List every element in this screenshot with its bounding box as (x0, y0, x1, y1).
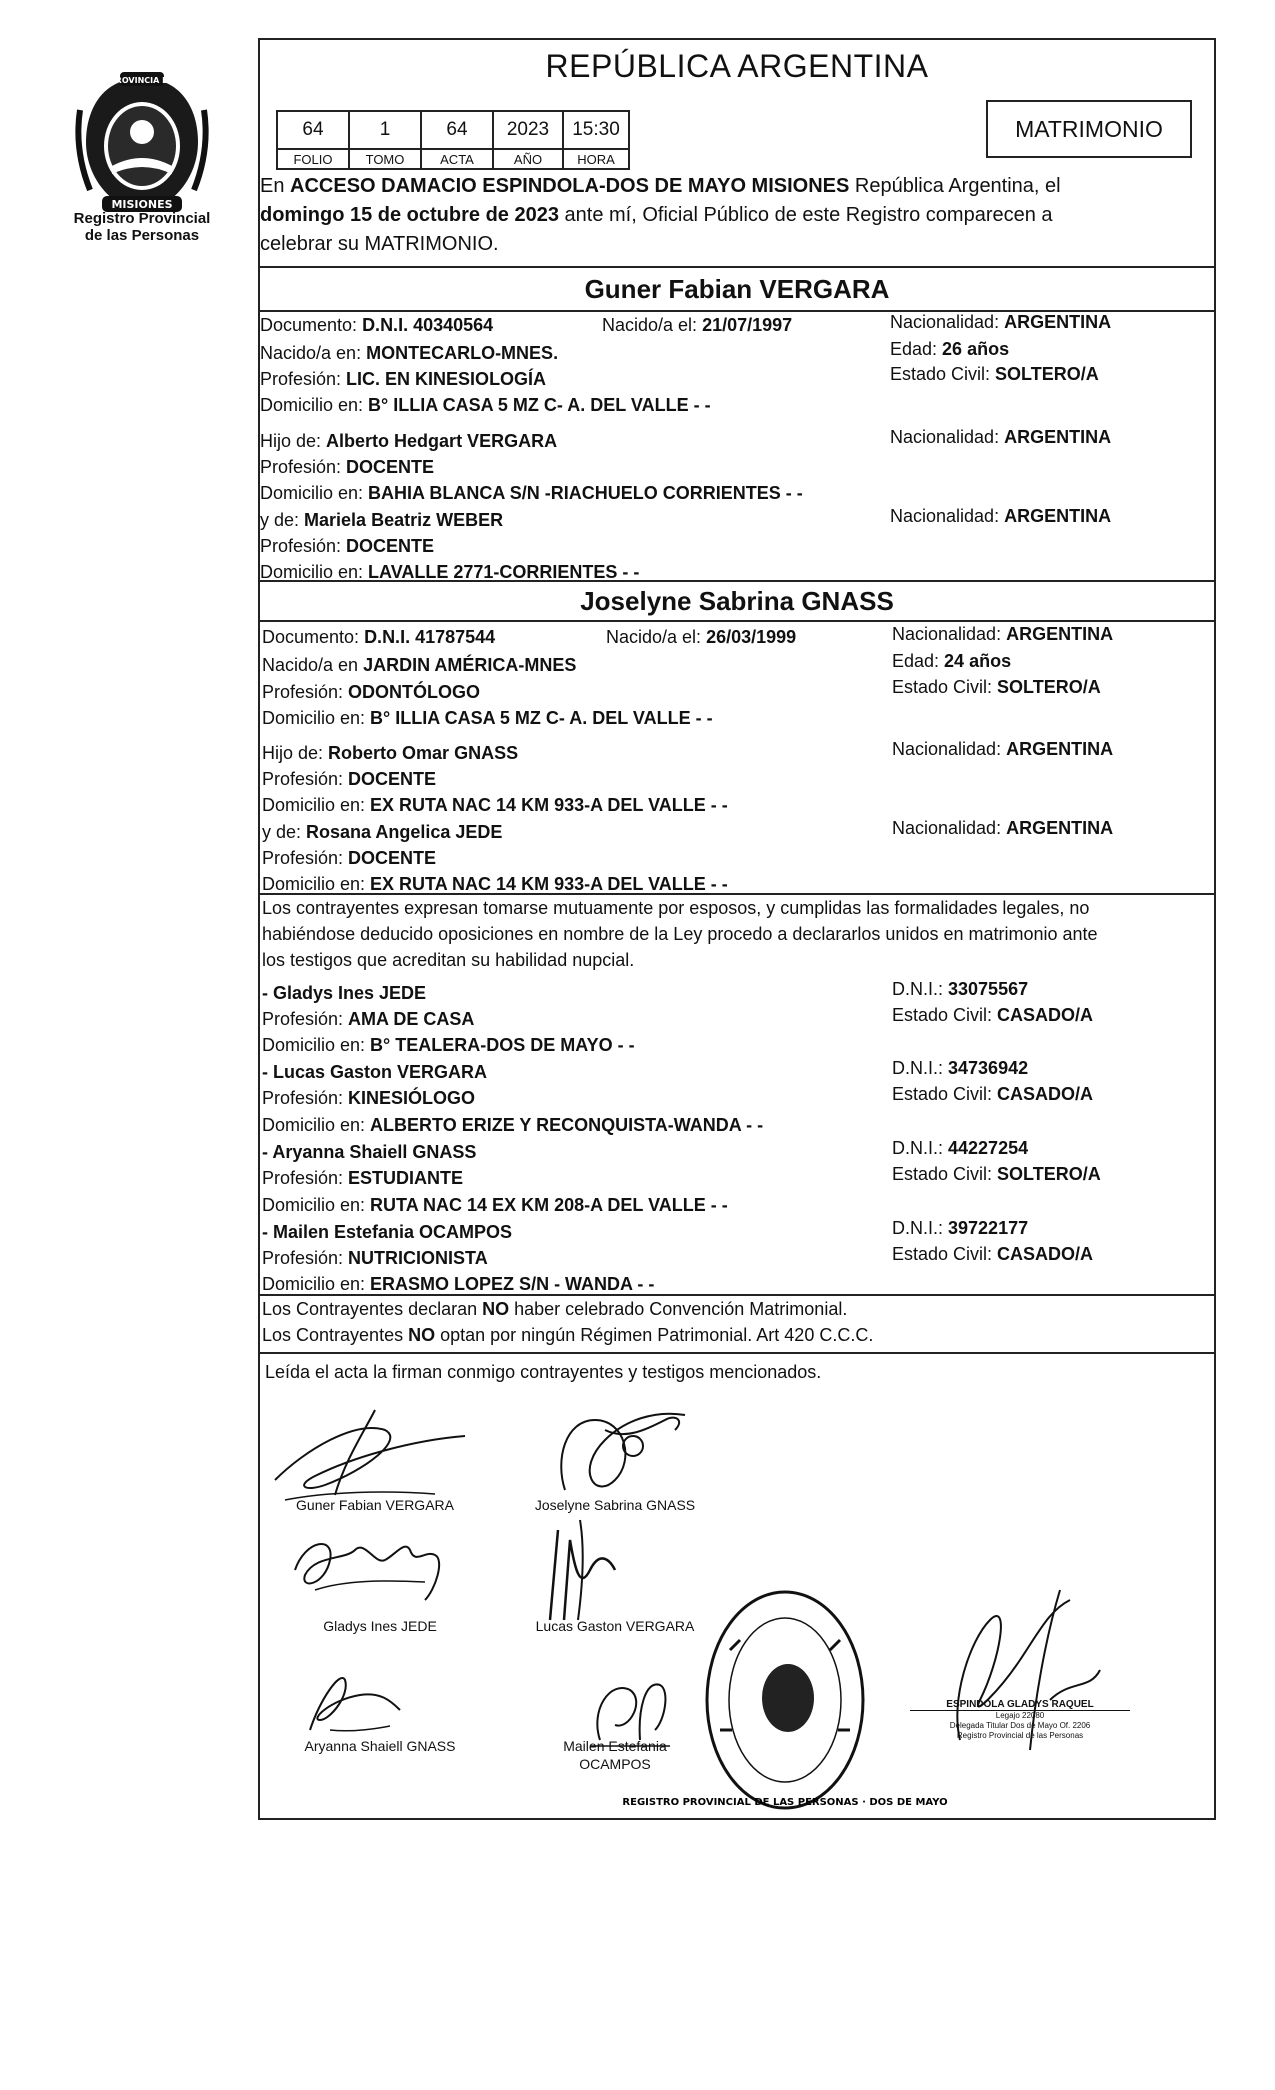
spouse2-birthplace: Nacido/a en JARDIN AMÉRICA-MNES (262, 655, 577, 675)
official-role: Delegada Titular Dos de Mayo Of. 2206 (949, 1721, 1091, 1730)
official-org: Registro Provincial de las Personas (956, 1731, 1084, 1740)
spouse1-nationality: Nacionalidad: ARGENTINA (890, 312, 1112, 332)
witness3-name: - Aryanna Shaiell GNASS (262, 1142, 477, 1162)
signature-joselyne-icon (525, 1400, 725, 1510)
spouse2-profession: Profesión: ODONTÓLOGO (262, 682, 481, 702)
witness1-profession: Profesión: AMA DE CASA (262, 1009, 475, 1029)
acta-label: ACTA (421, 149, 493, 169)
witness3-address: Domicilio en: RUTA NAC 14 EX KM 208-A DEL VALLE - - (262, 1195, 728, 1215)
spouse1-document: Documento: D.N.I. 40340564 (260, 315, 494, 335)
spouse2-civil-status: Estado Civil: SOLTERO/A (892, 677, 1101, 697)
spouse2-document: Documento: D.N.I. 41787544 (262, 627, 496, 647)
witness2-name: - Lucas Gaston VERGARA (262, 1062, 488, 1082)
spouse1-address: Domicilio en: B° ILLIA CASA 5 MZ C- A. DEL VALLE - - (260, 395, 711, 415)
declaration-line2: habiéndose deducido oposiciones en nombre de la Ley procedo a declararlos unidos en matrimonio ante (262, 924, 1098, 944)
tomo-label: TOMO (349, 149, 421, 169)
signature-label-guner: Guner Fabian VERGARA (296, 1497, 454, 1513)
signature-guner-icon (265, 1400, 505, 1510)
witness1-civil-status: Estado Civil: CASADO/A (892, 1005, 1094, 1025)
convention-statement: Los Contrayentes declaran NO haber celebrado Convención Matrimonial. (262, 1299, 848, 1319)
spouse2-father-address: Domicilio en: EX RUTA NAC 14 KM 933-A DEL VALLE - - (262, 795, 728, 815)
signature-label-aryanna: Aryanna Shaiell GNASS (304, 1738, 456, 1754)
tomo-value: 1 (349, 111, 421, 149)
folio-value: 64 (277, 111, 349, 149)
anio-value: 2023 (493, 111, 563, 149)
page-title: REPÚBLICA ARGENTINA (545, 48, 929, 84)
witness2-civil-status: Estado Civil: CASADO/A (892, 1084, 1094, 1104)
divider (258, 266, 1216, 268)
signature-label-mailen: Mailen Estefania OCAMPOS (563, 1738, 667, 1772)
witness4-name: - Mailen Estefania OCAMPOS (262, 1222, 513, 1242)
witness1-name: - Gladys Ines JEDE (262, 983, 427, 1003)
act-data-table (276, 110, 630, 170)
spouse2-nationality: Nacionalidad: ARGENTINA (892, 624, 1114, 644)
divider (258, 620, 1216, 622)
divider (258, 893, 1216, 895)
declaration-line1: Los contrayentes expresan tomarse mutuamente por esposos, y cumplidas las formalidades legales, no (262, 898, 1090, 918)
declaration-line3: los testigos que acreditan su habilidad nupcial. (262, 950, 635, 970)
intro-officer: ante mí, Oficial Público de este Registro comparecen a (558, 204, 1053, 226)
spouse2-name: Joselyne Sabrina GNASS (580, 586, 894, 616)
spouse2-address: Domicilio en: B° ILLIA CASA 5 MZ C- A. DEL VALLE - - (262, 708, 713, 728)
spouse2-mother-profession: Profesión: DOCENTE (262, 848, 437, 868)
official-stamp (910, 1700, 1130, 1741)
witness3-dni: D.N.I.: 44227254 (892, 1138, 1029, 1158)
reading-statement: Leída el acta la firman conmigo contrayentes y testigos mencionados. (265, 1362, 822, 1382)
spouse2-father-nationality: Nacionalidad: ARGENTINA (892, 739, 1114, 759)
witness4-civil-status: Estado Civil: CASADO/A (892, 1244, 1094, 1264)
spouse2-mother-nationality: Nacionalidad: ARGENTINA (892, 818, 1114, 838)
province-coat-of-arms-icon (72, 70, 212, 220)
witness2-address: Domicilio en: ALBERTO ERIZE Y RECONQUISTA-WANDA - - (262, 1115, 764, 1135)
spouse1-mother: y de: Mariela Beatriz WEBER (260, 510, 504, 530)
signature-lucas-icon (530, 1510, 650, 1630)
hora-value: 15:30 (563, 111, 629, 149)
divider (258, 580, 1216, 582)
act-type-box: MATRIMONIO (986, 100, 1192, 158)
spouse2-father: Hijo de: Roberto Omar GNASS (262, 743, 519, 763)
spouse1-age: Edad: 26 años (890, 339, 1010, 359)
folio-label: FOLIO (277, 149, 349, 169)
spouse1-civil-status: Estado Civil: SOLTERO/A (890, 364, 1099, 384)
witness1-address: Domicilio en: B° TEALERA-DOS DE MAYO - - (262, 1035, 635, 1055)
signature-label-lucas: Lucas Gaston VERGARA (535, 1618, 695, 1634)
witness3-profession: Profesión: ESTUDIANTE (262, 1168, 464, 1188)
logo-top-text: PROVINCIA DE (109, 76, 175, 85)
witness3-civil-status: Estado Civil: SOLTERO/A (892, 1164, 1101, 1184)
registry-caption-line2: de las Personas (84, 227, 200, 244)
witness2-profession: Profesión: KINESIÓLOGO (262, 1088, 476, 1108)
witness2-dni: D.N.I.: 34736942 (892, 1058, 1029, 1078)
anio-label: AÑO (493, 149, 563, 169)
spouse2-father-profession: Profesión: DOCENTE (262, 769, 437, 789)
divider (258, 1294, 1216, 1296)
intro-line1 (260, 172, 1212, 201)
spouse1-name: Guner Fabian VERGARA (584, 274, 890, 304)
spouse2-age: Edad: 24 años (892, 651, 1012, 671)
signature-label-gladys: Gladys Ines JEDE (323, 1618, 437, 1634)
spouse1-father: Hijo de: Alberto Hedgart VERGARA (260, 431, 558, 451)
official-name: ESPINDOLA GLADYS RAQUEL (910, 1700, 1130, 1711)
signature-aryanna-icon (290, 1660, 410, 1740)
hora-label: HORA (563, 149, 629, 169)
spouse2-birthdate: Nacido/a el: 26/03/1999 (606, 627, 797, 647)
official-legajo: Legajo 22080 (995, 1711, 1045, 1720)
registry-caption-line1: Registro Provincial (73, 210, 211, 227)
registry-caption (62, 210, 222, 244)
spouse1-mother-nationality: Nacionalidad: ARGENTINA (890, 506, 1112, 526)
witness4-profession: Profesión: NUTRICIONISTA (262, 1248, 488, 1268)
intro-line3: celebrar su MATRIMONIO. (260, 233, 499, 255)
spouse1-father-address: Domicilio en: BAHIA BLANCA S/N -RIACHUELO CORRIENTES - - (260, 483, 803, 503)
spouse2-mother: y de: Rosana Angelica JEDE (262, 822, 503, 842)
acta-value: 64 (421, 111, 493, 149)
divider (258, 1352, 1216, 1354)
spouse1-mother-profession: Profesión: DOCENTE (260, 536, 435, 556)
spouse1-birthplace: Nacido/a en: MONTECARLO-MNES. (260, 343, 559, 363)
intro-country: República Argentina, el (849, 175, 1061, 197)
spouse1-birthdate: Nacido/a el: 21/07/1997 (602, 315, 793, 335)
witness1-dni: D.N.I.: 33075567 (892, 979, 1029, 999)
spouse2-mother-address: Domicilio en: EX RUTA NAC 14 KM 933-A DEL VALLE - - (262, 874, 728, 894)
logo-bottom-text: MISIONES (111, 198, 173, 211)
official-seal-icon (622, 1580, 948, 1820)
intro-place: ACCESO DAMACIO ESPINDOLA-DOS DE MAYO MISIONES (290, 175, 850, 197)
signature-label-joselyne: Joselyne Sabrina GNASS (534, 1497, 696, 1513)
witness4-address: Domicilio en: ERASMO LOPEZ S/N - WANDA - - (262, 1274, 655, 1294)
spouse1-mother-address: Domicilio en: LAVALLE 2771-CORRIENTES - - (260, 562, 640, 582)
regime-statement: Los Contrayentes NO optan por ningún Régimen Patrimonial. Art 420 C.C.C. (262, 1325, 874, 1345)
spouse1-father-profession: Profesión: DOCENTE (260, 457, 435, 477)
seal-text: REGISTRO PROVINCIAL DE LAS PERSONAS · DOS DE MAYO (622, 1797, 948, 1808)
intro-prefix: En (260, 175, 291, 197)
spouse1-father-nationality: Nacionalidad: ARGENTINA (890, 427, 1112, 447)
signature-gladys-icon (285, 1520, 465, 1610)
intro-line2 (260, 201, 1212, 230)
witness4-dni: D.N.I.: 39722177 (892, 1218, 1029, 1238)
spouse1-profession: Profesión: LIC. EN KINESIOLOGÍA (260, 369, 547, 389)
intro-date: domingo 15 de octubre de 2023 (260, 204, 559, 226)
